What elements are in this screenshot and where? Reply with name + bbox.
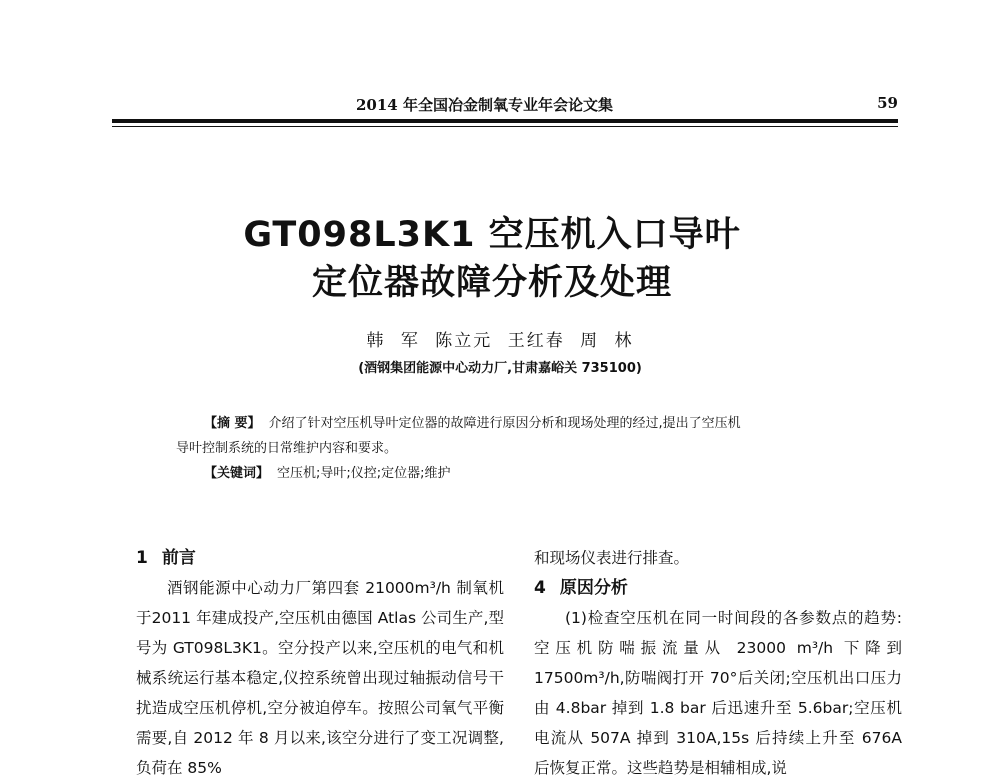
running-head — [108, 94, 898, 118]
running-head-title: 2014 年全国冶金制氧专业年会论文集 — [356, 96, 613, 114]
section-number: 4 — [534, 578, 546, 598]
right-column — [534, 543, 902, 783]
abstract-line1 — [176, 411, 866, 436]
abstract-text-line1: 介绍了针对空压机导叶定位器的故障进行原因分析和现场处理的经过,提出了空压机 — [268, 416, 741, 431]
left-column — [136, 543, 504, 783]
introduction-paragraph: 酒钢能源中心动力厂第四套 21000m³/h 制氧机于2011 年建成投产,空压机由德国 Atlas 公司生产,型号为 GT098L3K1。空分投产以来,空压机的电气和机械系统运行基本稳定,仪控系统曾出现过轴振动信号干扰造成空压机停机,空分被迫停车。按照公司氧气平衡需要,自 2012 年 8 月以来,该空分进行了变工况调整,负荷在 85% — [136, 579, 504, 777]
cause-analysis-paragraph: (1)检查空压机在同一时间段的各参数点的趋势:空压机防喘振流量从 23000 m³/h 下降到 17500m³/h,防喘阀打开 70°后关闭;空压机出口压力由 4.8bar 掉到 1.8 bar 后迅速升至 5.6bar;空压机电流从 507A 掉到 310A,15s 后持续上升至 676A 后恢复正常。这些趋势是相辅相成,说 — [534, 609, 902, 777]
keywords-label: 【关键词】 — [204, 466, 270, 481]
section-heading-cause-analysis — [534, 573, 902, 603]
paper-title-line1: GT098L3K1 空压机入口导叶 — [243, 215, 741, 255]
page-number: 59 — [877, 94, 898, 112]
authors: 韩 军 陈立元 王红春 周 林 — [366, 331, 634, 351]
abstract-label: 【摘 要】 — [204, 416, 261, 431]
abstract — [176, 411, 866, 461]
section-number: 1 — [136, 548, 148, 568]
paper-title-line2: 定位器故障分析及处理 — [311, 263, 672, 303]
section-title: 前言 — [161, 548, 196, 568]
affiliation: (酒钢集团能源中心动力厂,甘肃嘉峪关 735100) — [358, 361, 642, 376]
header-rule-thin — [112, 126, 898, 127]
keywords — [204, 462, 864, 481]
abstract-text-line2: 导叶控制系统的日常维护内容和要求。 — [176, 441, 398, 456]
header-rule-thick — [112, 119, 898, 123]
section-heading-introduction — [136, 543, 504, 573]
keywords-text: 空压机;导叶;仪控;定位器;维护 — [277, 466, 451, 481]
section-title: 原因分析 — [559, 578, 628, 598]
carryover-text: 和现场仪表进行排查。 — [534, 549, 690, 567]
